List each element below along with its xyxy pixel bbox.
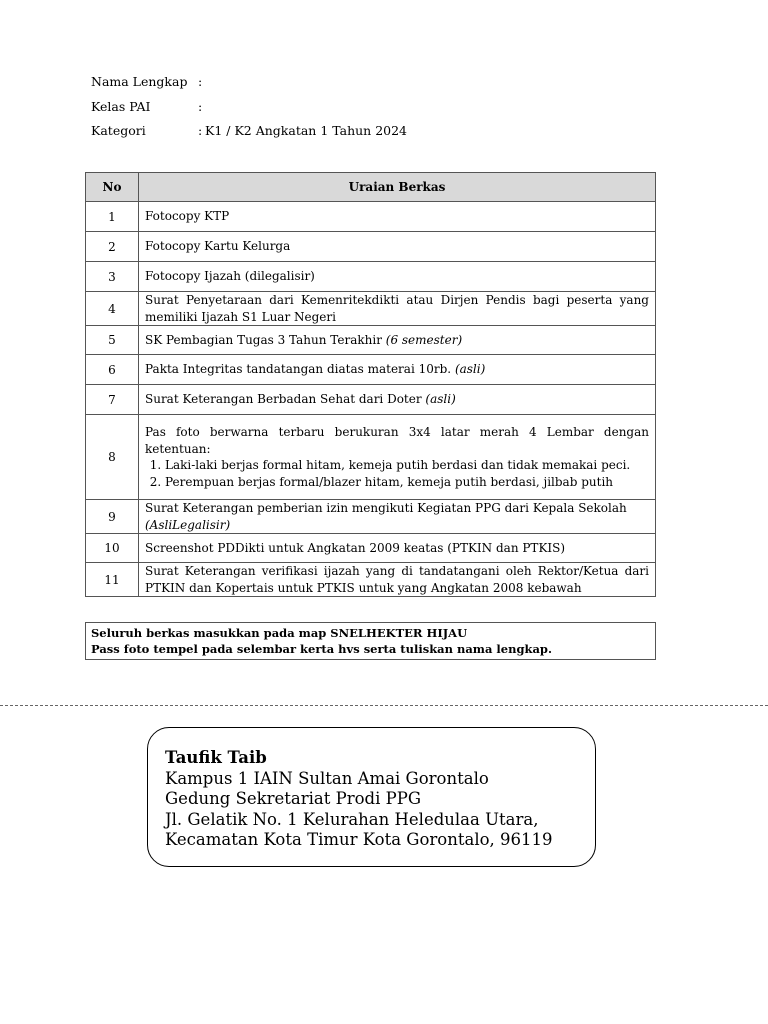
row-number: 11 bbox=[86, 563, 139, 597]
table-row bbox=[86, 534, 656, 563]
identity-fields bbox=[91, 74, 407, 148]
recipient-name: Taufik Taib bbox=[165, 748, 267, 767]
row-number: 3 bbox=[86, 262, 139, 292]
row-description bbox=[139, 292, 656, 326]
mailing-address-label bbox=[147, 727, 596, 867]
row-description bbox=[139, 232, 656, 262]
table-row bbox=[86, 292, 656, 326]
address-line: Jl. Gelatik No. 1 Kelurahan Heledulaa Utara, bbox=[165, 809, 539, 829]
nama-row bbox=[91, 74, 407, 99]
nama-separator: : bbox=[198, 74, 203, 89]
row-text: Surat Penyetaraan dari Kemenritekdikti atau Dirjen Pendis bagi peserta yang memiliki Ijazah S1 Luar Negeri bbox=[145, 293, 649, 324]
row-description bbox=[139, 385, 656, 415]
row-number: 6 bbox=[86, 355, 139, 385]
document-checklist-table bbox=[85, 172, 656, 597]
kelas-label: Kelas PAI bbox=[91, 98, 151, 114]
list-item: 2. Perempuan berjas formal/blazer hitam, kemeja putih berdasi, jilbab putih bbox=[165, 474, 649, 491]
table-row bbox=[86, 355, 656, 385]
row-number: 8 bbox=[86, 415, 139, 500]
row-number: 7 bbox=[86, 385, 139, 415]
column-header-uraian: Uraian Berkas bbox=[139, 173, 656, 202]
kategori-row bbox=[91, 123, 407, 148]
column-header-no: No bbox=[86, 173, 139, 202]
row-text: Screenshot PDDikti untuk Angkatan 2009 keatas (PTKIN dan PTKIS) bbox=[145, 540, 566, 555]
address-line: Kecamatan Kota Timur Kota Gorontalo, 96119 bbox=[165, 830, 553, 849]
row-note: (6 semester) bbox=[385, 332, 463, 347]
list-item: 1. Laki-laki berjas formal hitam, kemeja putih berdasi dan tidak memakai peci. bbox=[165, 457, 649, 474]
row-description bbox=[139, 563, 656, 597]
note-line: Seluruh berkas masukkan pada map SNELHEKTER HIJAU bbox=[91, 626, 468, 640]
note-line: Pass foto tempel pada selembar kerta hvs serta tuliskan nama lengkap. bbox=[91, 642, 552, 656]
row-note: (asli) bbox=[454, 362, 486, 377]
table-header-row bbox=[86, 173, 656, 202]
table-row bbox=[86, 385, 656, 415]
table-row bbox=[86, 326, 656, 355]
row-number: 4 bbox=[86, 292, 139, 326]
row-text: Pas foto berwarna terbaru berukuran 3x4 latar merah 4 Lembar dengan ketentuan: bbox=[145, 425, 649, 456]
row-description bbox=[139, 500, 656, 534]
row-text: Surat Keterangan verifikasi ijazah yang di tandatangani oleh Rektor/Ketua dari PTKIN dan Kopertais untuk PTKIS untuk yang Angkatan 2008 kebawah bbox=[145, 564, 649, 595]
row-text: Surat Keterangan pemberian izin mengikuti Kegiatan PPG dari Kepala Sekolah bbox=[145, 501, 627, 515]
row-number: 10 bbox=[86, 534, 139, 563]
photo-requirements-list bbox=[145, 457, 649, 490]
table-row bbox=[86, 563, 656, 597]
kategori-value: K1 / K2 Angkatan 1 Tahun 2024 bbox=[205, 123, 408, 138]
kelas-row bbox=[91, 99, 407, 124]
row-description bbox=[139, 262, 656, 292]
row-description bbox=[139, 355, 656, 385]
row-text: Fotocopy KTP bbox=[145, 209, 230, 224]
row-number: 1 bbox=[86, 202, 139, 232]
address-line: Kampus 1 IAIN Sultan Amai Gorontalo bbox=[165, 768, 489, 788]
row-text: Pakta Integritas tandatangan diatas materai 10rb. bbox=[145, 362, 452, 377]
row-note: (AsliLegalisir) bbox=[145, 517, 231, 532]
row-description bbox=[139, 326, 656, 355]
row-text: Fotocopy Ijazah (dilegalisir) bbox=[145, 269, 315, 284]
kelas-separator: : bbox=[198, 98, 203, 114]
kategori-label: Kategori bbox=[91, 123, 146, 138]
kategori-separator: : bbox=[198, 123, 203, 138]
row-text: SK Pembagian Tugas 3 Tahun Terakhir bbox=[145, 332, 382, 347]
row-description bbox=[139, 202, 656, 232]
instruction-note-box bbox=[85, 622, 656, 660]
table-row bbox=[86, 232, 656, 262]
row-note: (asli) bbox=[425, 392, 456, 407]
row-text: Fotocopy Kartu Kelurga bbox=[145, 239, 291, 254]
table-row bbox=[86, 415, 656, 500]
table-row bbox=[86, 262, 656, 292]
row-number: 5 bbox=[86, 326, 139, 355]
nama-label: Nama Lengkap bbox=[91, 74, 188, 89]
table-row bbox=[86, 202, 656, 232]
row-text: Surat Keterangan Berbadan Sehat dari Doter bbox=[145, 392, 422, 407]
row-number: 2 bbox=[86, 232, 139, 262]
address-line: Gedung Sekretariat Prodi PPG bbox=[165, 789, 422, 808]
row-description bbox=[139, 534, 656, 563]
row-number: 9 bbox=[86, 500, 139, 534]
row-description bbox=[139, 415, 656, 500]
table-row bbox=[86, 500, 656, 534]
cut-line-divider bbox=[0, 705, 768, 706]
